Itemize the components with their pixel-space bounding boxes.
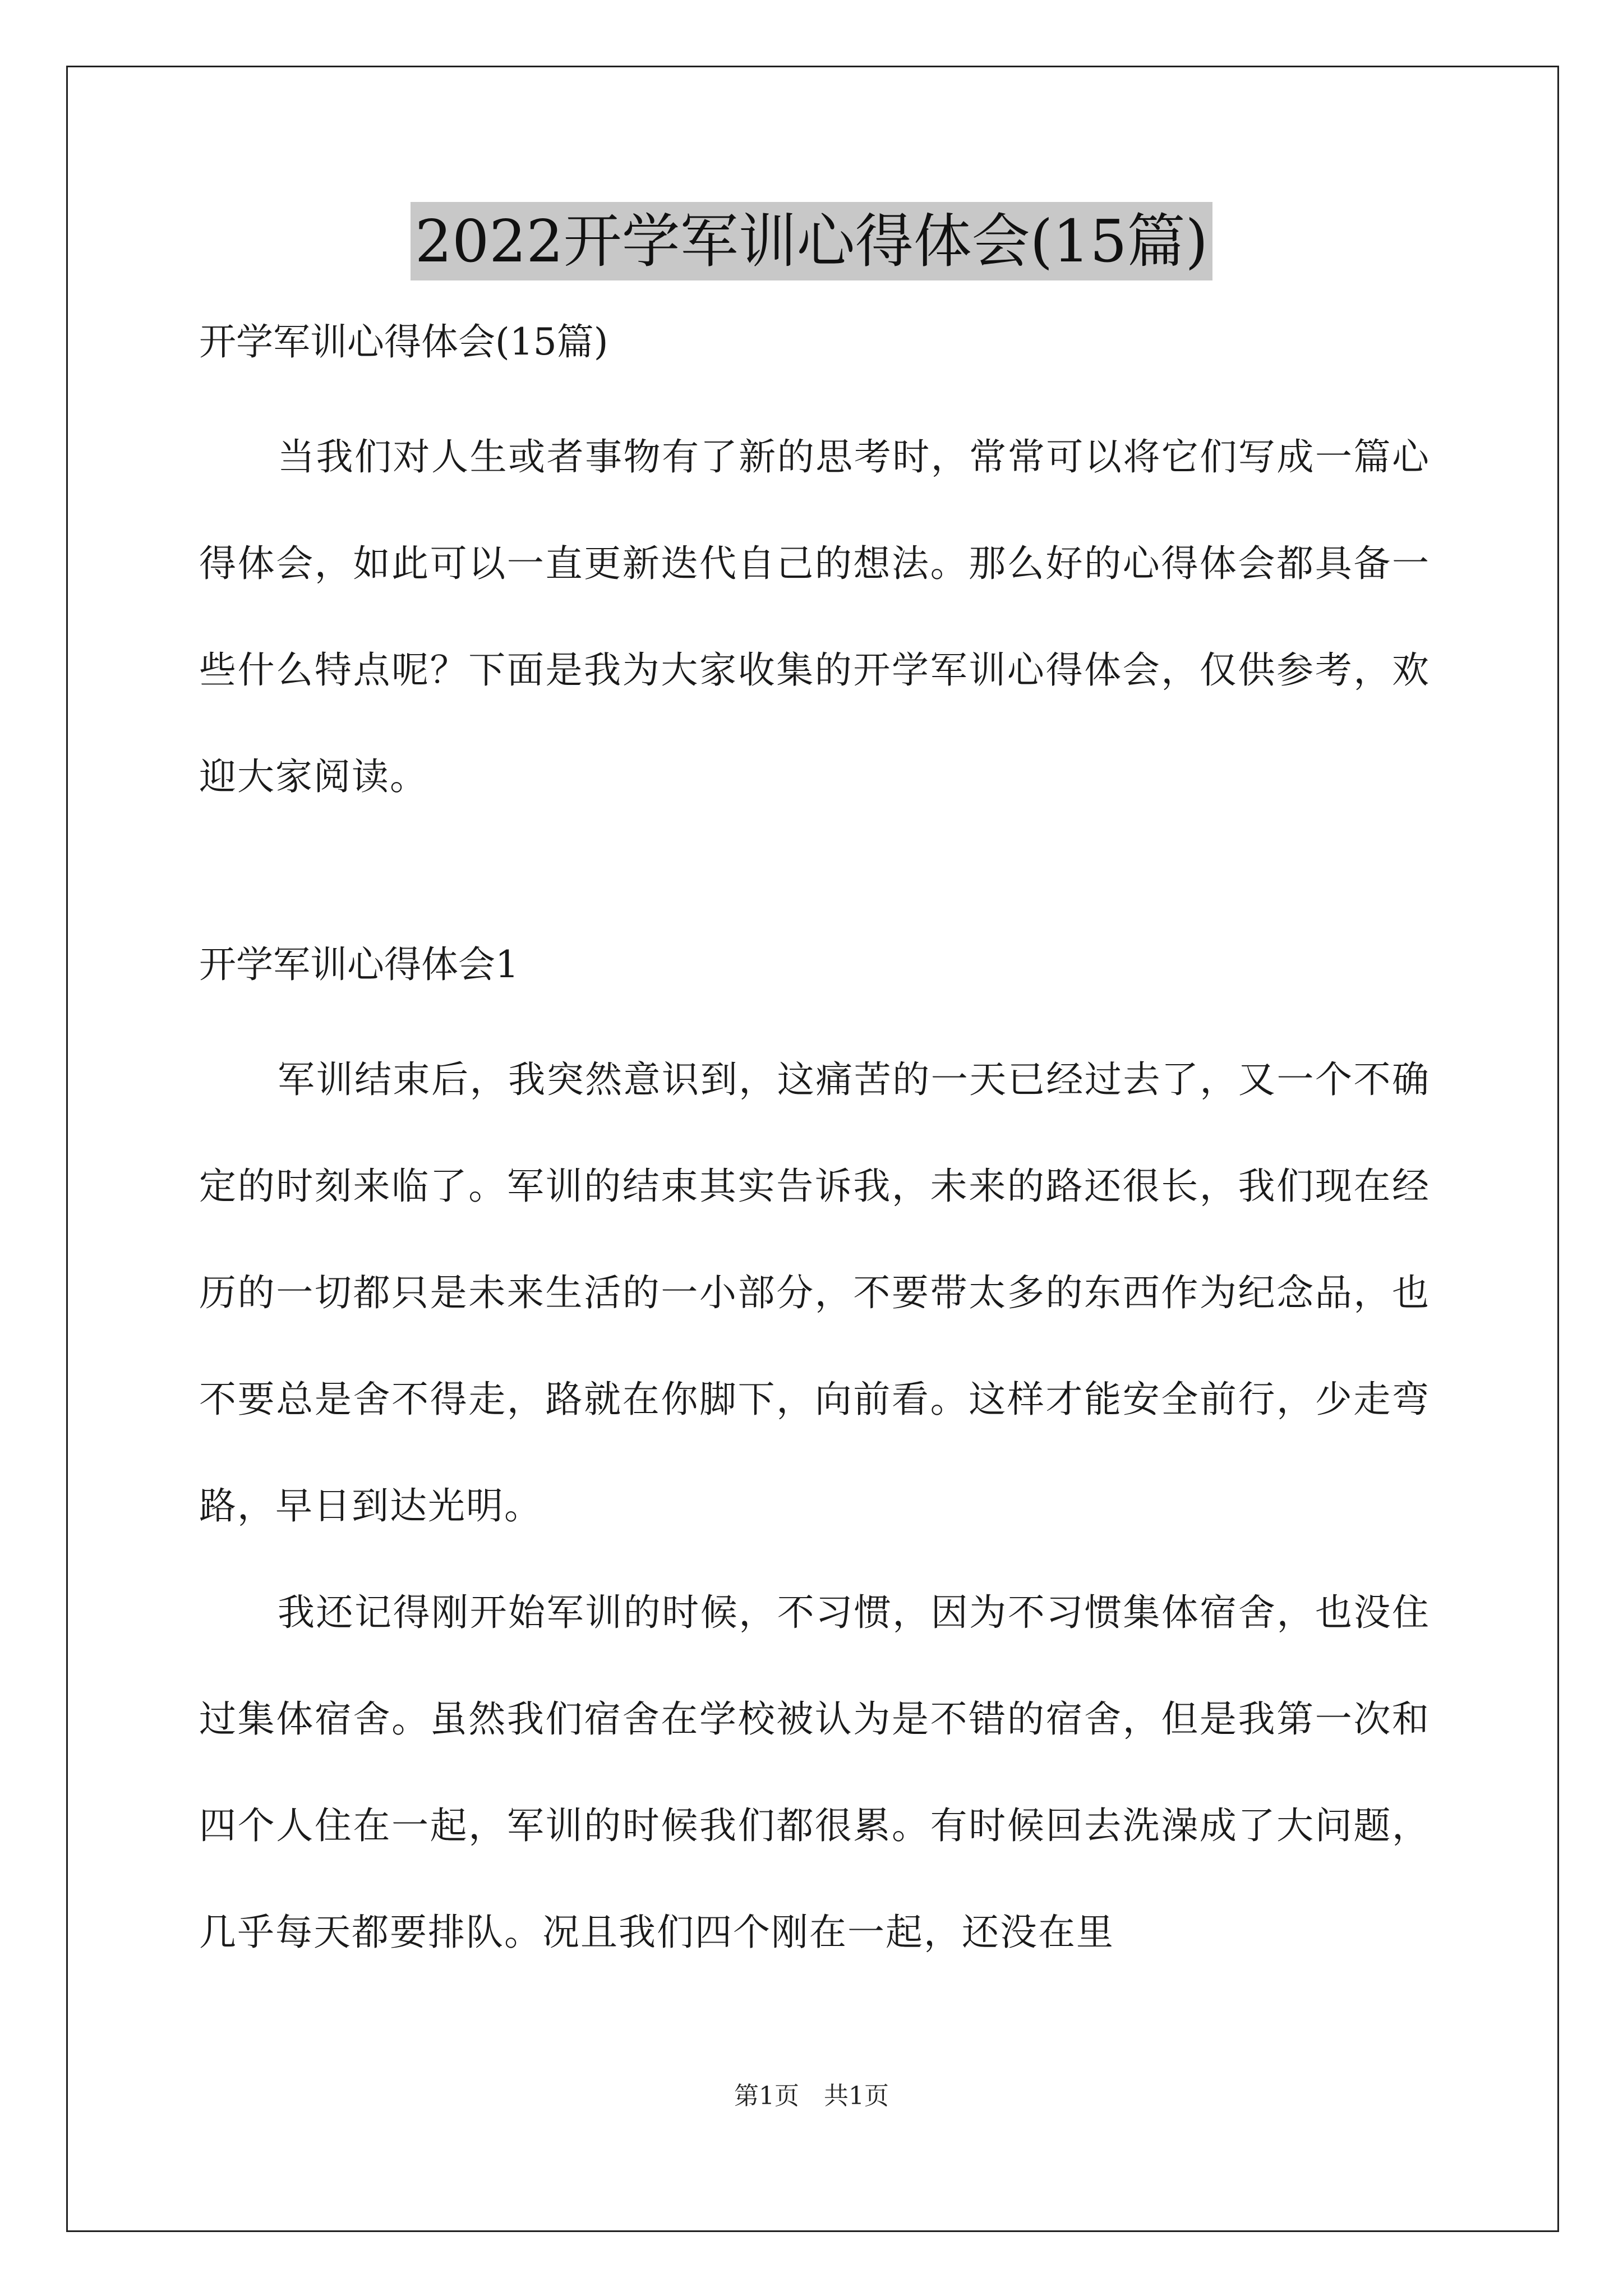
section1-paragraph-1: 军训结束后，我突然意识到，这痛苦的一天已经过去了，又一个不确定的时刻来临了。军训的结束其实告诉我，未来的路还很长，我们现在经历的一切都只是未来生活的一小部分，不要带太多的东西作为纪念品，也不要总是舍不得走，路就在你脚下，向前看。这样才能安全前行，少走弯路，早日到达光明。 xyxy=(199,1058,1430,1527)
intro-paragraph: 当我们对人生或者事物有了新的思考时，常常可以将它们写成一篇心得体会，如此可以一直更新迭代自己的想法。那么好的心得体会都具备一些什么特点呢？下面是我为大家收集的开学军训心得体会，仅供参考，欢迎大家阅读。 xyxy=(199,435,1430,798)
page-footer: 第1页 共1页 xyxy=(734,2082,889,2110)
title-container xyxy=(0,202,1623,280)
subtitle: 开学军训心得体会(15篇) xyxy=(199,320,608,364)
document-body xyxy=(199,303,1430,1986)
section-heading-1: 开学军训心得体会1 xyxy=(199,943,519,986)
section1-paragraph-2: 我还记得刚开始军训的时候，不习惯，因为不习惯集体宿舍，也没住过集体宿舍。虽然我们宿舍在学校被认为是不错的宿舍，但是我第一次和四个人住在一起，军训的时候我们都很累。有时候回去洗澡成了大问题，几乎每天都要排队。况且我们四个刚在一起，还没在里 xyxy=(199,1591,1430,1954)
spacer xyxy=(199,830,1430,926)
document-title: 2022开学军训心得体会(15篇) xyxy=(411,202,1212,280)
